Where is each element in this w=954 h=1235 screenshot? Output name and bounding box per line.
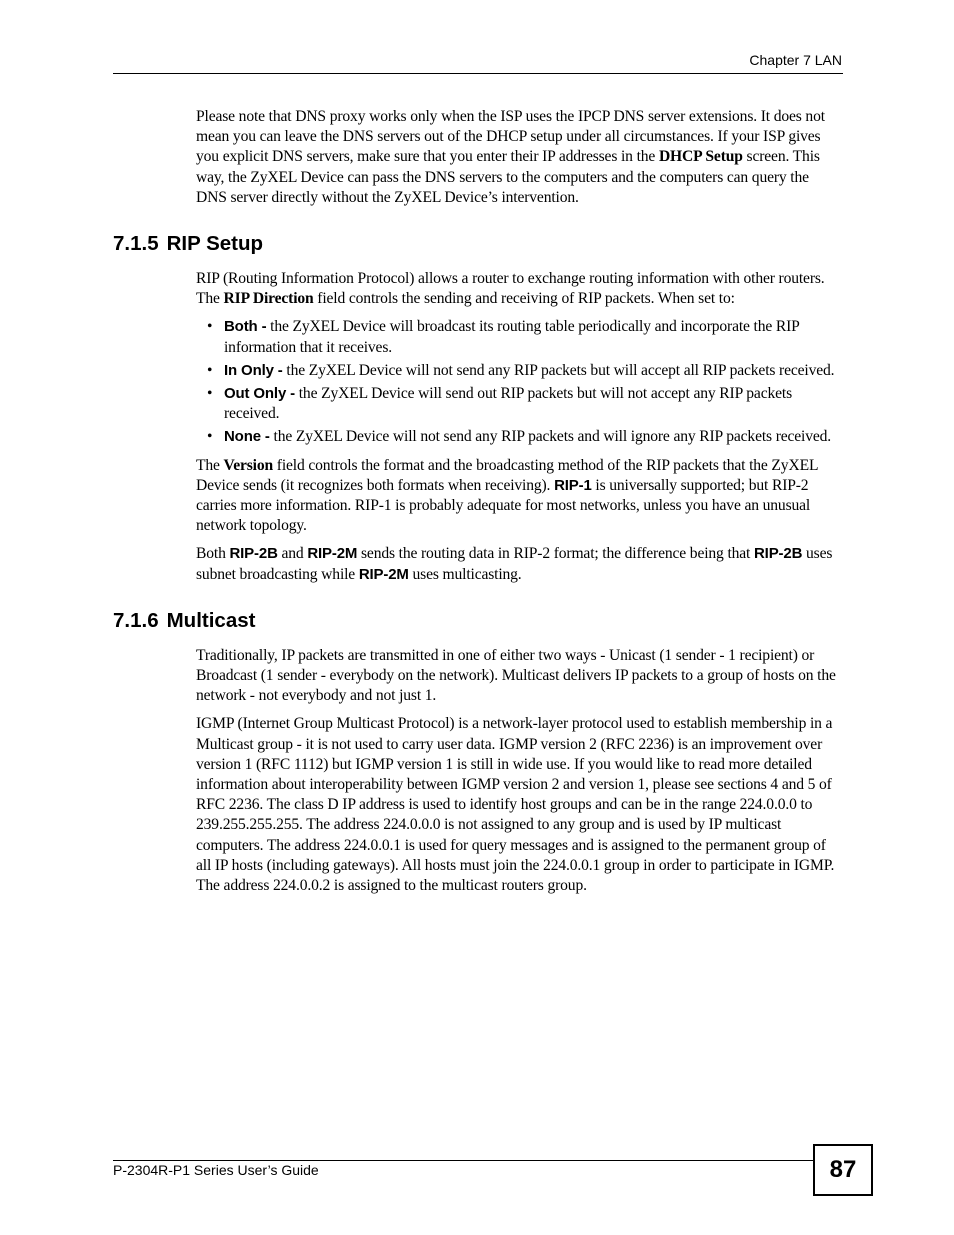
rip-paragraph-1: RIP (Routing Information Protocol) allows a router to exchange routing information with other routers. The RIP Direction field controls the sending and receiving of RIP packets. When set to: <box>196 270 825 308</box>
multicast-paragraph-2: IGMP (Internet Group Multicast Protocol) is a network-layer protocol used to establish membership in a Multicast group - it is not used to carry user data. IGMP version 2 (RFC 2236) is an improvement over version 1 (RFC 1112) but IGMP version 1 is still in wide use. If you would like to read more detailed information about interoperability between IGMP version 2 and version 1, please see sections 4 and 5 of RFC 2236. The class D IP address is used to identify host groups and can be in the range 224.0.0.0 to 239.255.255.255. The address 224.0.0.0 is not assigned to any group and is used by IP multicast computers. The address 224.0.0.1 is used for query messages and is assigned to the permanent group of all IP hosts (including gateways). All hosts must join the 224.0.0.1 group in order to participate in IGMP. The address 224.0.0.2 is assigned to the multicast routers group. <box>196 715 835 895</box>
multicast-paragraph-1: Traditionally, IP packets are transmitted in one of either two ways - Unicast (1 sender - 1 recipient) or Broadcast (1 sender - everybody on the network). Multicast delivers IP packets to a group of hosts on the network - not everybody and not just 1. <box>196 646 836 705</box>
section-heading-rip-setup: 7.1.5 RIP Setup <box>113 232 264 256</box>
list-item: • Both - the ZyXEL Device will broadcast its routing table periodically and incorporate the RIP information that it receives. <box>207 318 800 356</box>
bullet-icon: • <box>207 428 213 446</box>
dhcp-setup-term: DHCP Setup <box>658 148 743 166</box>
bullet-icon: • <box>207 318 213 336</box>
page-body <box>113 107 843 904</box>
bullet-icon: • <box>207 361 213 379</box>
rip-direction-list <box>196 317 843 447</box>
rip-paragraph-2: The Version field controls the format and the broadcasting method of the RIP packets that the ZyXEL Device sends (it recognizes both formats when receiving). RIP-1 is universally supported; but RIP-2 carries more information. RIP-1 is probably adequate for most networks, unless you have an unusual network topology. <box>196 456 818 535</box>
header-rule <box>113 73 843 74</box>
list-item: • Out Only - the ZyXEL Device will send out RIP packets but will not accept any RIP packets received. <box>207 385 792 423</box>
chapter-label: Chapter 7 LAN <box>749 52 842 68</box>
rip-paragraph-3: Both RIP-2B and RIP-2M sends the routing data in RIP-2 format; the difference being that RIP-2B uses subnet broadcasting while RIP-2M uses multicasting. <box>196 545 833 583</box>
page-number: 87 <box>813 1144 873 1196</box>
list-item: • None - the ZyXEL Device will not send any RIP packets and will ignore any RIP packets received. <box>196 427 843 447</box>
bullet-icon: • <box>207 385 213 403</box>
list-item: • In Only - the ZyXEL Device will not send any RIP packets but will accept all RIP packets received. <box>196 361 843 381</box>
section-heading-multicast: 7.1.6 Multicast <box>113 608 256 632</box>
intro-paragraph: Please note that DNS proxy works only when the ISP uses the IPCP DNS server extensions. It does not mean you can leave the DNS servers out of the DHCP setup under all circumstances. If your ISP gives you explicit DNS servers, make sure that you enter their IP addresses in the DHCP Setup screen. This way, the ZyXEL Device can pass the DNS servers to the computers and the computers can query the DNS server directly without the ZyXEL Device’s intervention. <box>196 108 825 206</box>
guide-title: P-2304R-P1 Series User’s Guide <box>113 1162 319 1178</box>
footer-rule <box>113 1160 813 1161</box>
